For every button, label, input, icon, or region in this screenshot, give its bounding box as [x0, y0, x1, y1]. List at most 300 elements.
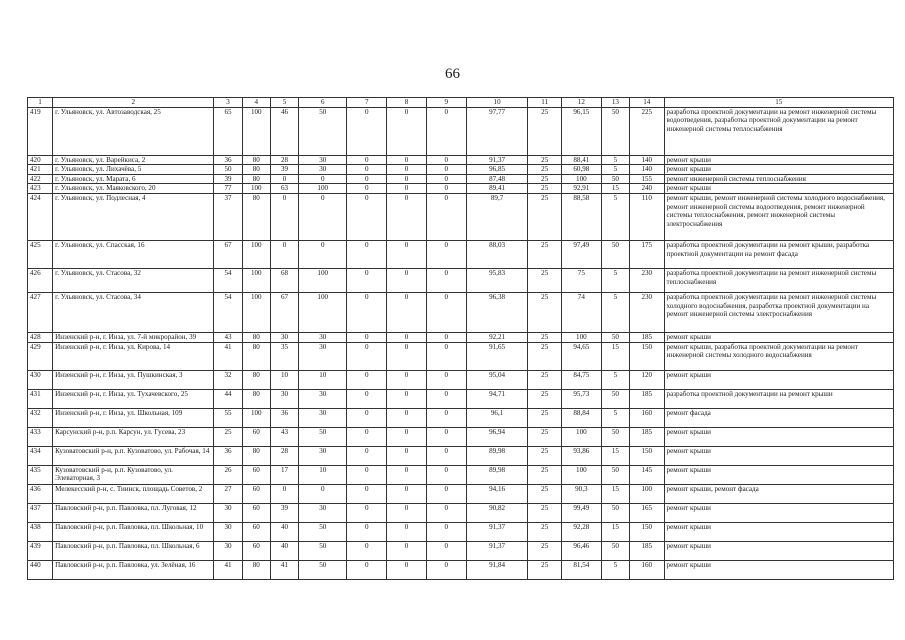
value-cell: 39	[214, 174, 242, 184]
value-cell: 0	[347, 408, 387, 427]
value-cell: 0	[347, 560, 387, 579]
value-cell: 91,37	[466, 155, 528, 165]
table-row	[28, 370, 894, 389]
value-cell: 30	[299, 332, 347, 342]
address-cell: Инзенский р-н, г. Инза, ул. Кирова, 14	[53, 342, 214, 370]
value-cell: 0	[347, 292, 387, 332]
row-number: 430	[28, 370, 53, 389]
works-cell: разработка проектной документации на ремонт инженерной системы холодного водоснабжения, разработка проектной документации на ремонт инженерной системы электроснабжения	[664, 292, 893, 332]
value-cell: 80	[242, 193, 270, 240]
value-cell: 50	[601, 107, 629, 155]
column-number-row	[28, 98, 894, 108]
value-cell: 93,86	[561, 446, 601, 465]
value-cell: 43	[214, 332, 242, 342]
address-cell: г. Ульяновск, ул. Марата, 6	[53, 174, 214, 184]
value-cell: 30	[214, 541, 242, 560]
value-cell: 39	[270, 503, 298, 522]
address-cell: г. Ульяновск, ул. Стасова, 34	[53, 292, 214, 332]
value-cell: 36	[214, 155, 242, 165]
value-cell: 140	[630, 165, 665, 175]
value-cell: 0	[426, 484, 466, 503]
row-number: 424	[28, 193, 53, 240]
value-cell: 0	[299, 240, 347, 268]
value-cell: 160	[630, 560, 665, 579]
value-cell: 50	[601, 465, 629, 484]
value-cell: 50	[601, 174, 629, 184]
value-cell: 60	[242, 465, 270, 484]
value-cell: 0	[387, 541, 427, 560]
value-cell: 100	[242, 292, 270, 332]
value-cell: 0	[347, 541, 387, 560]
table-row	[28, 193, 894, 240]
value-cell: 30	[299, 446, 347, 465]
address-cell: Кузоватовский р-н, р.п. Кузоватово, ул. Элеваторная, 3	[53, 465, 214, 484]
value-cell: 0	[347, 522, 387, 541]
value-cell: 96,38	[466, 292, 528, 332]
address-cell: г. Ульяновск, ул. Подлесная, 4	[53, 193, 214, 240]
row-number: 426	[28, 268, 53, 292]
value-cell: 80	[242, 342, 270, 370]
works-cell: ремонт крыши	[664, 155, 893, 165]
value-cell: 100	[561, 332, 601, 342]
value-cell: 5	[601, 370, 629, 389]
value-cell: 0	[347, 465, 387, 484]
value-cell: 30	[214, 522, 242, 541]
value-cell: 0	[426, 560, 466, 579]
value-cell: 96,85	[466, 165, 528, 175]
column-header: 2	[53, 98, 214, 108]
value-cell: 41	[214, 560, 242, 579]
value-cell: 88,58	[561, 193, 601, 240]
value-cell: 50	[299, 427, 347, 446]
value-cell: 50	[601, 541, 629, 560]
value-cell: 92,21	[466, 332, 528, 342]
value-cell: 95,83	[466, 268, 528, 292]
value-cell: 40	[270, 541, 298, 560]
value-cell: 0	[347, 165, 387, 175]
table-row	[28, 427, 894, 446]
value-cell: 5	[601, 165, 629, 175]
value-cell: 94,16	[466, 484, 528, 503]
value-cell: 50	[601, 389, 629, 408]
table-row	[28, 240, 894, 268]
column-header: 6	[299, 98, 347, 108]
row-number: 428	[28, 332, 53, 342]
value-cell: 100	[561, 174, 601, 184]
column-header: 8	[387, 98, 427, 108]
table-row	[28, 408, 894, 427]
value-cell: 30	[299, 503, 347, 522]
value-cell: 89,98	[466, 446, 528, 465]
value-cell: 0	[270, 174, 298, 184]
value-cell: 0	[387, 107, 427, 155]
address-cell: г. Ульяновск, ул. Варейкиса, 2	[53, 155, 214, 165]
address-cell: Павловский р-н, р.п. Павловка, пл. Луговая, 12	[53, 503, 214, 522]
value-cell: 100	[242, 107, 270, 155]
row-number: 438	[28, 522, 53, 541]
value-cell: 185	[630, 389, 665, 408]
works-cell: ремонт крыши	[664, 503, 893, 522]
value-cell: 25	[528, 292, 562, 332]
value-cell: 0	[426, 240, 466, 268]
value-cell: 100	[561, 465, 601, 484]
value-cell: 97,49	[561, 240, 601, 268]
housing-repair-table	[27, 97, 894, 580]
value-cell: 0	[347, 193, 387, 240]
value-cell: 30	[299, 165, 347, 175]
value-cell: 0	[387, 240, 427, 268]
works-cell: ремонт крыши	[664, 465, 893, 484]
row-number: 437	[28, 503, 53, 522]
column-header: 5	[270, 98, 298, 108]
value-cell: 25	[528, 446, 562, 465]
value-cell: 39	[270, 165, 298, 175]
value-cell: 96,15	[561, 107, 601, 155]
row-number: 429	[28, 342, 53, 370]
value-cell: 0	[270, 193, 298, 240]
value-cell: 150	[630, 342, 665, 370]
value-cell: 0	[387, 408, 427, 427]
value-cell: 110	[630, 193, 665, 240]
value-cell: 140	[630, 155, 665, 165]
value-cell: 150	[630, 446, 665, 465]
value-cell: 30	[270, 332, 298, 342]
value-cell: 0	[387, 522, 427, 541]
table-row	[28, 465, 894, 484]
value-cell: 0	[426, 292, 466, 332]
value-cell: 99,49	[561, 503, 601, 522]
value-cell: 15	[601, 184, 629, 194]
value-cell: 89,41	[466, 184, 528, 194]
column-header: 1	[28, 98, 53, 108]
value-cell: 0	[347, 446, 387, 465]
address-cell: Павловский р-н, р.п. Павловка, ул. Зелёная, 16	[53, 560, 214, 579]
value-cell: 0	[347, 268, 387, 292]
column-header: 4	[242, 98, 270, 108]
value-cell: 80	[242, 332, 270, 342]
value-cell: 0	[426, 503, 466, 522]
value-cell: 50	[299, 560, 347, 579]
value-cell: 0	[426, 332, 466, 342]
value-cell: 0	[387, 503, 427, 522]
value-cell: 0	[426, 174, 466, 184]
works-cell: разработка проектной документации на ремонт инженерной системы водоотведения, разработка проектной документации на ремонт инженерной системы теплоснабжения	[664, 107, 893, 155]
value-cell: 50	[214, 165, 242, 175]
value-cell: 91,84	[466, 560, 528, 579]
address-cell: Инзенский р-н, г. Инза, ул. Тухачевского, 25	[53, 389, 214, 408]
value-cell: 120	[630, 370, 665, 389]
works-cell: ремонт крыши, ремонт инженерной системы холодного водоснабжения, ремонт инженерной системы водоотведения, ремонт инженерной системы теплоснабжения, ремонт инженерной системы электроснабжения	[664, 193, 893, 240]
value-cell: 0	[347, 427, 387, 446]
works-cell: ремонт крыши	[664, 165, 893, 175]
value-cell: 15	[601, 342, 629, 370]
row-number: 421	[28, 165, 53, 175]
value-cell: 94,71	[466, 389, 528, 408]
value-cell: 155	[630, 174, 665, 184]
value-cell: 0	[387, 465, 427, 484]
works-cell: ремонт крыши	[664, 427, 893, 446]
table-row	[28, 184, 894, 194]
column-header: 13	[601, 98, 629, 108]
works-cell: разработка проектной документации на ремонт инженерной системы теплоснабжения	[664, 268, 893, 292]
value-cell: 100	[299, 184, 347, 194]
value-cell: 74	[561, 292, 601, 332]
value-cell: 25	[528, 332, 562, 342]
address-cell: г. Ульяновск, ул. Спасская, 16	[53, 240, 214, 268]
value-cell: 0	[387, 268, 427, 292]
value-cell: 60	[242, 427, 270, 446]
value-cell: 0	[270, 240, 298, 268]
value-cell: 50	[601, 503, 629, 522]
value-cell: 0	[387, 484, 427, 503]
value-cell: 41	[270, 560, 298, 579]
address-cell: г. Ульяновск, ул. Автозаводская, 25	[53, 107, 214, 155]
value-cell: 10	[299, 370, 347, 389]
value-cell: 100	[242, 268, 270, 292]
value-cell: 90,82	[466, 503, 528, 522]
row-number: 435	[28, 465, 53, 484]
value-cell: 240	[630, 184, 665, 194]
value-cell: 0	[347, 342, 387, 370]
row-number: 433	[28, 427, 53, 446]
value-cell: 97,77	[466, 107, 528, 155]
value-cell: 89,98	[466, 465, 528, 484]
value-cell: 50	[299, 541, 347, 560]
value-cell: 54	[214, 292, 242, 332]
column-header: 9	[426, 98, 466, 108]
value-cell: 25	[528, 389, 562, 408]
table-row	[28, 332, 894, 342]
table-row	[28, 155, 894, 165]
value-cell: 25	[528, 193, 562, 240]
value-cell: 25	[528, 465, 562, 484]
value-cell: 165	[630, 503, 665, 522]
value-cell: 88,03	[466, 240, 528, 268]
value-cell: 91,37	[466, 541, 528, 560]
value-cell: 0	[347, 155, 387, 165]
value-cell: 160	[630, 408, 665, 427]
value-cell: 84,75	[561, 370, 601, 389]
table-row	[28, 107, 894, 155]
value-cell: 0	[347, 503, 387, 522]
value-cell: 44	[214, 389, 242, 408]
value-cell: 96,94	[466, 427, 528, 446]
value-cell: 80	[242, 370, 270, 389]
value-cell: 5	[601, 268, 629, 292]
value-cell: 25	[528, 484, 562, 503]
address-cell: Инзенский р-н, г. Инза, ул. 7-й микрорайон, 39	[53, 332, 214, 342]
value-cell: 25	[528, 503, 562, 522]
value-cell: 25	[528, 240, 562, 268]
row-number: 440	[28, 560, 53, 579]
table-body	[28, 107, 894, 579]
value-cell: 46	[270, 107, 298, 155]
value-cell: 230	[630, 292, 665, 332]
value-cell: 88,84	[561, 408, 601, 427]
value-cell: 5	[601, 292, 629, 332]
column-header: 7	[347, 98, 387, 108]
value-cell: 80	[242, 155, 270, 165]
address-cell: Павловский р-н, р.п. Павловка, пл. Школьная, 10	[53, 522, 214, 541]
table-row	[28, 522, 894, 541]
value-cell: 68	[270, 268, 298, 292]
value-cell: 91,65	[466, 342, 528, 370]
value-cell: 0	[426, 165, 466, 175]
value-cell: 0	[426, 541, 466, 560]
value-cell: 0	[387, 446, 427, 465]
row-number: 431	[28, 389, 53, 408]
value-cell: 36	[270, 408, 298, 427]
value-cell: 25	[528, 541, 562, 560]
address-cell: Павловский р-н, р.п. Павловка, пл. Школьная, 6	[53, 541, 214, 560]
value-cell: 5	[601, 408, 629, 427]
value-cell: 0	[347, 484, 387, 503]
value-cell: 0	[426, 427, 466, 446]
value-cell: 100	[242, 240, 270, 268]
value-cell: 0	[387, 184, 427, 194]
value-cell: 0	[387, 389, 427, 408]
address-cell: г. Ульяновск, ул. Лихачёва, 5	[53, 165, 214, 175]
value-cell: 41	[214, 342, 242, 370]
works-cell: ремонт крыши, разработка проектной документации на ремонт инженерной системы холодного водоснабжения	[664, 342, 893, 370]
value-cell: 54	[214, 268, 242, 292]
page-number: 66	[445, 66, 460, 82]
value-cell: 65	[214, 107, 242, 155]
value-cell: 0	[426, 155, 466, 165]
works-cell: разработка проектной документации на ремонт крыши, разработка проектной документации на ремонт фасада	[664, 240, 893, 268]
value-cell: 0	[347, 370, 387, 389]
value-cell: 50	[299, 522, 347, 541]
value-cell: 28	[270, 446, 298, 465]
table-row	[28, 268, 894, 292]
value-cell: 0	[426, 446, 466, 465]
value-cell: 81,54	[561, 560, 601, 579]
row-number: 423	[28, 184, 53, 194]
row-number: 427	[28, 292, 53, 332]
value-cell: 0	[426, 370, 466, 389]
value-cell: 0	[347, 240, 387, 268]
value-cell: 0	[387, 165, 427, 175]
table-row	[28, 174, 894, 184]
value-cell: 80	[242, 389, 270, 408]
value-cell: 5	[601, 560, 629, 579]
value-cell: 95,04	[466, 370, 528, 389]
value-cell: 25	[528, 174, 562, 184]
value-cell: 0	[426, 107, 466, 155]
value-cell: 25	[528, 560, 562, 579]
column-header: 12	[561, 98, 601, 108]
value-cell: 60,98	[561, 165, 601, 175]
works-cell: ремонт крыши	[664, 332, 893, 342]
value-cell: 0	[347, 184, 387, 194]
value-cell: 26	[214, 465, 242, 484]
value-cell: 0	[426, 389, 466, 408]
table-row	[28, 389, 894, 408]
value-cell: 0	[387, 560, 427, 579]
value-cell: 0	[426, 184, 466, 194]
works-cell: ремонт крыши	[664, 522, 893, 541]
value-cell: 80	[242, 560, 270, 579]
value-cell: 185	[630, 427, 665, 446]
value-cell: 92,28	[561, 522, 601, 541]
value-cell: 0	[299, 174, 347, 184]
value-cell: 145	[630, 465, 665, 484]
value-cell: 25	[214, 427, 242, 446]
works-cell: ремонт крыши	[664, 184, 893, 194]
value-cell: 230	[630, 268, 665, 292]
value-cell: 0	[347, 332, 387, 342]
value-cell: 5	[601, 193, 629, 240]
value-cell: 0	[387, 193, 427, 240]
value-cell: 55	[214, 408, 242, 427]
works-cell: ремонт крыши	[664, 541, 893, 560]
value-cell: 89,7	[466, 193, 528, 240]
value-cell: 100	[299, 268, 347, 292]
value-cell: 25	[528, 408, 562, 427]
value-cell: 96,1	[466, 408, 528, 427]
value-cell: 175	[630, 240, 665, 268]
value-cell: 5	[601, 155, 629, 165]
value-cell: 27	[214, 484, 242, 503]
table-row	[28, 342, 894, 370]
value-cell: 37	[214, 193, 242, 240]
row-number: 419	[28, 107, 53, 155]
table-row	[28, 503, 894, 522]
value-cell: 25	[528, 522, 562, 541]
address-cell: Карсунский р-н, р.п. Карсун, ул. Гусева, 23	[53, 427, 214, 446]
address-cell: Кузоватовский р-н, р.п. Кузоватово, ул. Рабочая, 14	[53, 446, 214, 465]
table-row	[28, 446, 894, 465]
value-cell: 100	[242, 184, 270, 194]
value-cell: 50	[601, 332, 629, 342]
value-cell: 30	[299, 342, 347, 370]
value-cell: 100	[242, 408, 270, 427]
value-cell: 0	[387, 332, 427, 342]
value-cell: 30	[299, 408, 347, 427]
value-cell: 87,48	[466, 174, 528, 184]
table-row	[28, 560, 894, 579]
value-cell: 96,46	[561, 541, 601, 560]
value-cell: 63	[270, 184, 298, 194]
value-cell: 60	[242, 484, 270, 503]
value-cell: 15	[601, 522, 629, 541]
value-cell: 91,37	[466, 522, 528, 541]
value-cell: 32	[214, 370, 242, 389]
value-cell: 90,3	[561, 484, 601, 503]
column-header: 11	[528, 98, 562, 108]
value-cell: 0	[426, 465, 466, 484]
row-number: 420	[28, 155, 53, 165]
row-number: 422	[28, 174, 53, 184]
value-cell: 100	[561, 427, 601, 446]
value-cell: 0	[387, 292, 427, 332]
value-cell: 0	[347, 389, 387, 408]
address-cell: Инзенский р-н, г. Инза, ул. Пушкинская, 3	[53, 370, 214, 389]
address-cell: Мелекесский р-н, с. Тиинск, площадь Советов, 2	[53, 484, 214, 503]
address-cell: г. Ульяновск, ул. Маяковского, 20	[53, 184, 214, 194]
table-row	[28, 541, 894, 560]
value-cell: 185	[630, 541, 665, 560]
address-cell: г. Ульяновск, ул. Стасова, 32	[53, 268, 214, 292]
row-number: 432	[28, 408, 53, 427]
address-cell: Инзенский р-н, г. Инза, ул. Школьная, 109	[53, 408, 214, 427]
value-cell: 10	[270, 370, 298, 389]
value-cell: 0	[299, 193, 347, 240]
value-cell: 67	[214, 240, 242, 268]
value-cell: 35	[270, 342, 298, 370]
value-cell: 80	[242, 446, 270, 465]
value-cell: 0	[426, 193, 466, 240]
